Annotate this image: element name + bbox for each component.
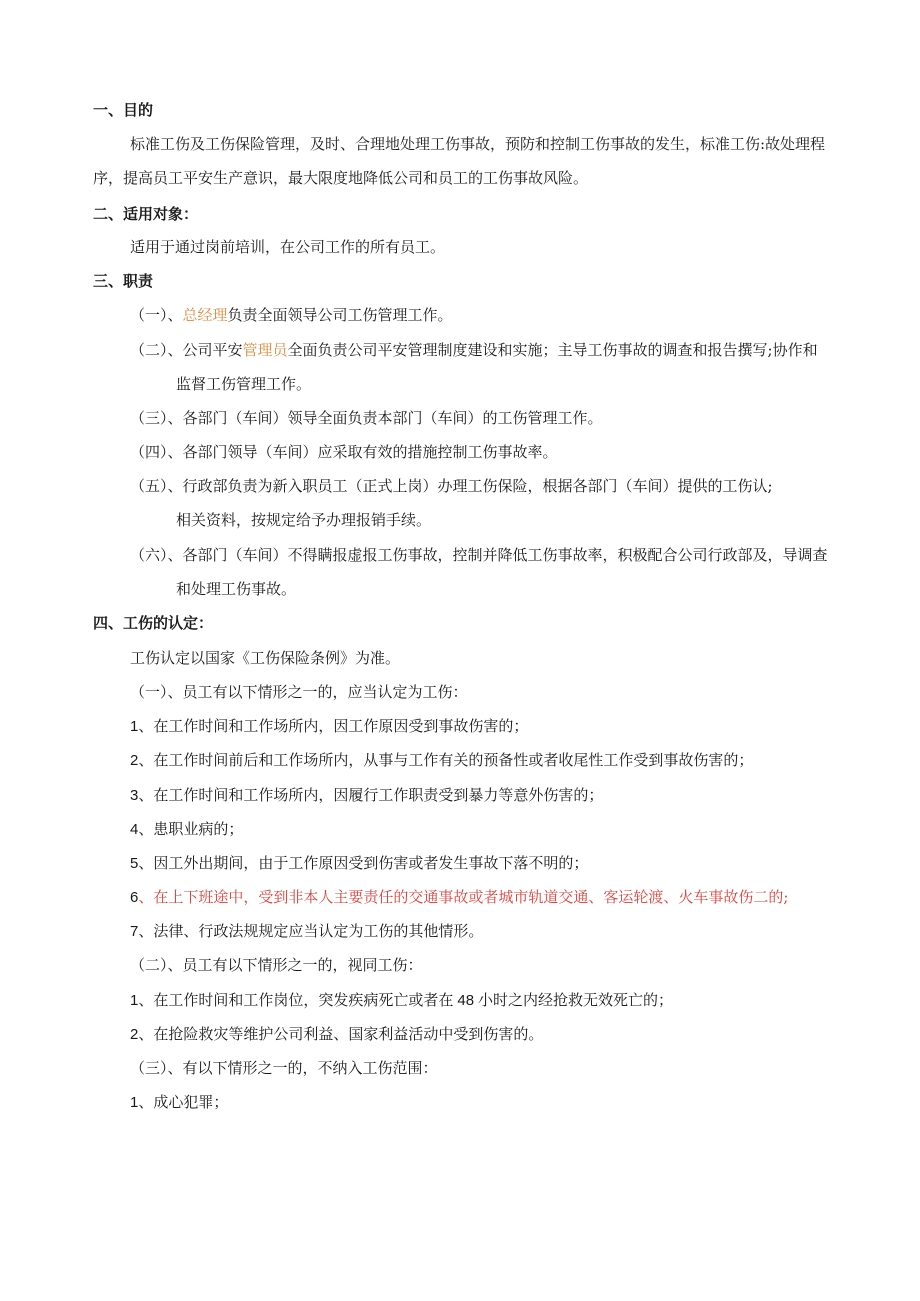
list-item: [130, 853, 588, 873]
duty-item-prefix: （二）、公司平安: [130, 341, 243, 359]
list-item: [130, 990, 673, 1010]
section-heading-duties: 三、职责: [93, 272, 154, 290]
subsection-heading: （三）、有以下情形之一的，不纳入工伤范围：: [130, 1059, 438, 1077]
paragraph-line: 适用于通过岗前培训，在公司工作的所有员工。: [130, 238, 446, 256]
list-item: [130, 1092, 228, 1112]
list-item: [130, 921, 483, 941]
highlight-administrator: 管理员: [242, 341, 288, 359]
duty-item-prefix: （一）、: [130, 306, 183, 324]
list-item: [130, 785, 603, 805]
list-text: 、因工外出期间，由于工作原因受到伤害或者发生事故下落不明的；: [138, 854, 589, 872]
list-text-separator: 、: [138, 888, 154, 906]
list-number: 3: [130, 787, 139, 804]
list-item: [130, 1024, 543, 1044]
paragraph-line: 序，提高员工平安生产意识，最大限度地降低公司和员工的工伤事故风险。: [93, 169, 589, 187]
list-text-red: 在上下班途中，受到非本人主要责任的交通事故或者城市轨道交通、客运轮渡、火车事故伤二的;: [153, 888, 789, 906]
list-text: 、成心犯罪；: [138, 1093, 229, 1111]
subsection-heading: （二）、员工有以下情形之一的，视同工伤：: [130, 956, 423, 974]
list-item-highlighted: [130, 887, 788, 907]
list-text: 、在工作时间和工作场所内，因履行工作职责受到暴力等意外伤害的；: [138, 786, 604, 804]
list-item: [130, 750, 753, 770]
duty-item-2: [130, 340, 818, 360]
list-number: 7: [130, 923, 139, 940]
list-text: 、在工作时间和工作场所内，因工作原因受到事故伤害的；: [138, 717, 529, 735]
highlight-general-manager: 总经理: [182, 306, 228, 324]
list-text: 、在工作时间前后和工作场所内，从事与工作有关的预备性或者收尾性工作受到事故伤害的；: [138, 751, 754, 769]
hours-number: 48: [457, 992, 475, 1009]
list-number: 2: [130, 1026, 139, 1043]
section-heading-purpose: 一、目的: [93, 101, 154, 119]
list-number: 1: [130, 1094, 139, 1111]
section-heading-injury-determination: 四、工伤的认定：: [93, 614, 214, 632]
list-item: [130, 819, 243, 839]
duty-item-continuation: 监督工伤管理工作。: [176, 375, 312, 393]
duty-item-5: （五）、行政部负责为新入职员工（正式上岗）办理工伤保险，根据各部门（车间）提供的工伤认;: [130, 477, 773, 495]
duty-item-continuation: 和处理工伤事故。: [176, 580, 297, 598]
duty-item-3: （三）、各部门（车间）领导全面负责本部门（车间）的工伤管理工作。: [130, 409, 603, 427]
duty-item-text: 全面负责公司平安管理制度建设和实施；主导工伤事故的调查和报告撰写;协作和: [287, 341, 818, 359]
section-heading-scope: 二、适用对象：: [93, 205, 199, 223]
list-number: 1: [130, 718, 139, 735]
list-text: 、在抢险救灾等维护公司利益、国家利益活动中受到伤害的。: [138, 1025, 544, 1043]
list-text: 、法律、行政法规规定应当认定为工伤的其他情形。: [138, 922, 484, 940]
duty-item-text: 负责全面领导公司工伤管理工作。: [227, 306, 453, 324]
list-item: [130, 716, 528, 736]
list-text: 小时之内经抢救无效死亡的；: [478, 991, 674, 1009]
paragraph-line: 标准工伤及工伤保险管理，及时、合理地处理工伤事故，预防和控制工伤事故的发生，标准工伤:故处理程: [130, 135, 826, 153]
duty-item-1: [130, 305, 453, 325]
duty-item-6: （六）、各部门（车间）不得瞒报虚报工伤事故，控制并降低工伤事故率，积极配合公司行政部及，导调查: [130, 546, 828, 564]
list-number: 2: [130, 752, 139, 769]
list-text: 、在工作时间和工作岗位，突发疾病死亡或者在: [138, 991, 454, 1009]
list-number: 1: [130, 992, 139, 1009]
list-number: 4: [130, 821, 139, 838]
paragraph-line: 工伤认定以国家《工伤保险条例》为准。: [130, 649, 401, 667]
list-text: 、患职业病的；: [138, 820, 244, 838]
duty-item-continuation: 相关资料，按规定给予办理报销手续。: [176, 511, 432, 529]
duty-item-4: （四）、各部门领导（车间）应采取有效的措施控制工伤事故率。: [130, 443, 558, 461]
list-number: 5: [130, 855, 139, 872]
list-number: 6: [130, 889, 139, 906]
subsection-heading: （一）、员工有以下情形之一的，应当认定为工伤：: [130, 683, 468, 701]
